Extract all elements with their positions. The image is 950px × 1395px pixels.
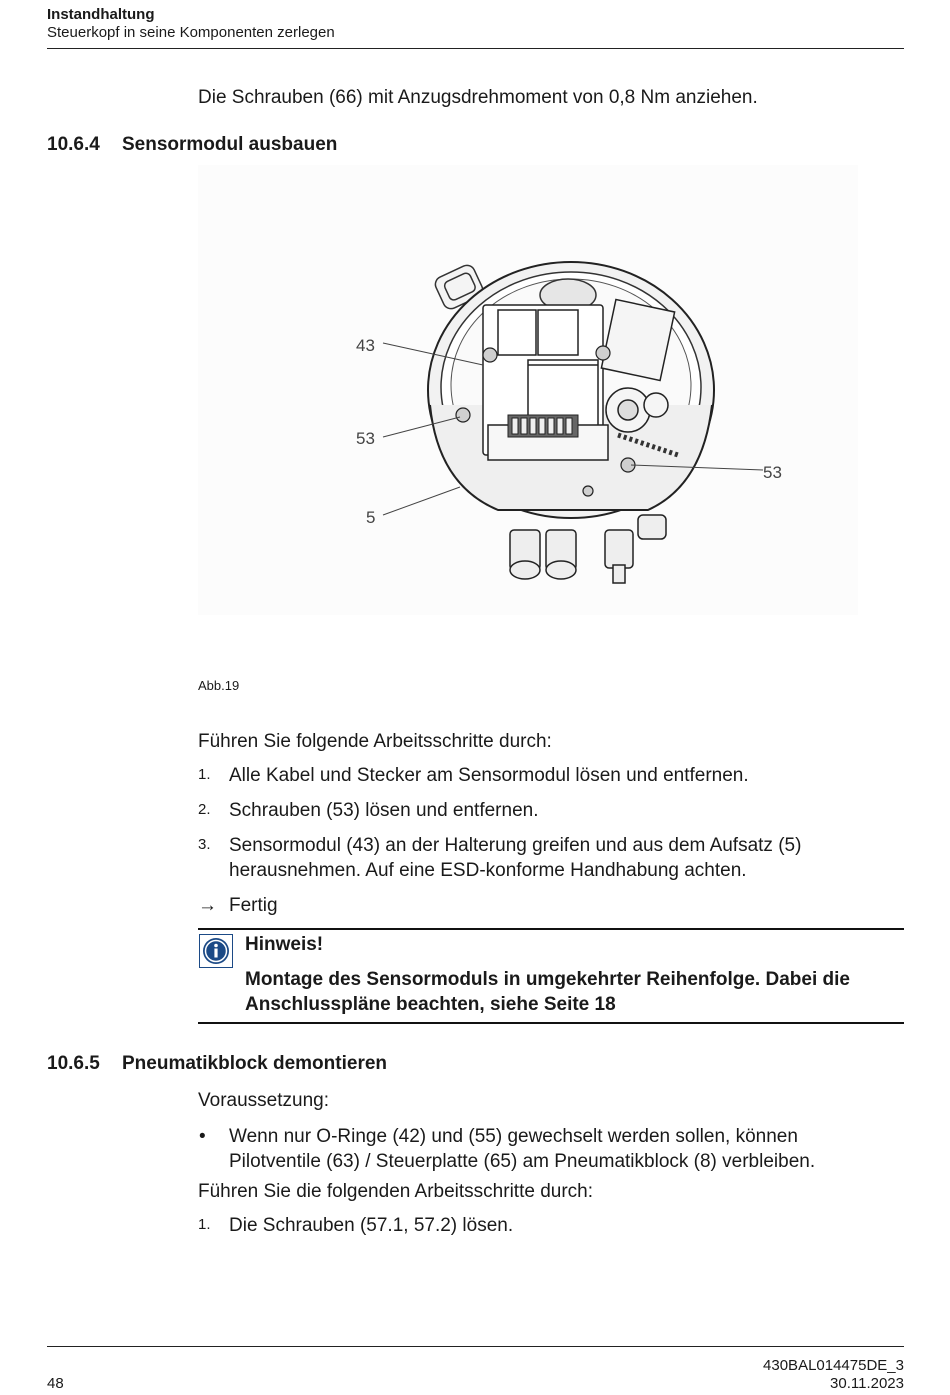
figure-sensor-module: [198, 165, 858, 615]
intro-text: Die Schrauben (66) mit Anzugsdrehmoment von 0,8 Nm anziehen.: [198, 87, 758, 108]
callout-53-right: 53: [763, 463, 782, 482]
note-text: Montage des Sensormoduls in umgekehrter Reihenfolge. Dabei die Anschlusspläne beachten, siehe Seite 18: [245, 969, 850, 1015]
callout-53-left: 53: [356, 429, 375, 448]
header-subtitle: Steuerkopf in seine Komponenten zerlegen: [47, 24, 335, 41]
callout-5: 5: [366, 508, 376, 527]
result-arrow-icon: →: [198, 895, 217, 916]
step-number: 1.: [198, 766, 211, 783]
header-divider: [47, 48, 904, 49]
step-number: 1.: [198, 1216, 211, 1233]
document-id: 430BAL014475DE_3: [763, 1357, 904, 1374]
step-text: Die Schrauben (57.1, 57.2) lösen.: [229, 1215, 514, 1236]
section-title: Pneumatikblock demontieren: [122, 1053, 388, 1074]
section-number: 10.6.4: [47, 134, 100, 155]
steps-lead: Führen Sie folgende Arbeitsschritte durch:: [198, 731, 552, 752]
steps-lead: Führen Sie die folgenden Arbeitsschritte durch:: [198, 1181, 594, 1202]
bullet-icon: •: [199, 1126, 206, 1147]
info-icon: [199, 934, 233, 968]
figure-caption: Abb.19: [198, 678, 240, 693]
precondition-label: Voraussetzung:: [198, 1090, 329, 1111]
step-text: Schrauben (53) lösen und entfernen.: [229, 800, 539, 821]
note-top-rule: [198, 928, 904, 930]
footer-divider: [47, 1346, 904, 1347]
header-title: Instandhaltung: [47, 6, 155, 23]
note-bottom-rule: [198, 1022, 904, 1024]
callout-43: 43: [356, 336, 375, 355]
precondition-text: Wenn nur O-Ringe (42) und (55) gewechselt werden sollen, können Pilotventile (63) / Steuerplatte (65) am Pneumatikblock (8) verbleiben.: [229, 1126, 816, 1172]
result-text: Fertig: [229, 895, 278, 916]
section-title: Sensormodul ausbauen: [122, 134, 338, 155]
note-title: Hinweis!: [245, 934, 324, 955]
technical-drawing: [198, 165, 858, 615]
step-text: Sensormodul (43) an der Halterung greifen und aus dem Aufsatz (5) herausnehmen. Auf eine ESD-konforme Handhabung achten.: [229, 835, 802, 881]
step-text: Alle Kabel und Stecker am Sensormodul lösen und entfernen.: [229, 765, 749, 786]
step-number: 2.: [198, 801, 211, 818]
section-number: 10.6.5: [47, 1053, 100, 1074]
step-number: 3.: [198, 836, 211, 853]
document-date: 30.11.2023: [830, 1375, 904, 1392]
page-number: 48: [47, 1375, 64, 1392]
